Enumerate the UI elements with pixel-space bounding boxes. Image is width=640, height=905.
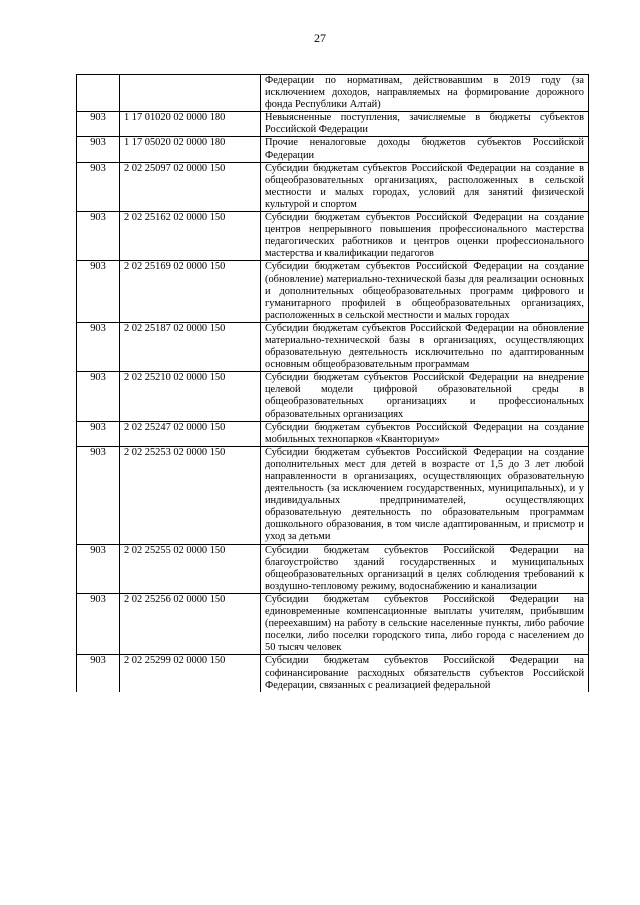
budget-classification-code-cell: 2 02 25162 02 0000 150 [120,212,261,261]
admin-code-cell: 903 [77,655,120,692]
table-row [77,261,589,322]
admin-code-cell: 903 [77,446,120,544]
admin-code-cell: 903 [77,593,120,654]
table-row [77,593,589,654]
revenue-name-cell: Субсидии бюджетам субъектов Российской Федерации на единовременные компенсационные выплаты учителям, прибывшим (переехавшим) на работу в сельские населенные пункты, либо рабочие поселки, либо поселки городского типа, либо города с населением до 50 тысяч человек [261,593,589,654]
admin-code-cell: 903 [77,162,120,211]
table-row [77,655,589,692]
budget-classification-code-cell: 1 17 01020 02 0000 180 [120,112,261,137]
budget-classification-code-cell: 2 02 25247 02 0000 150 [120,421,261,446]
revenue-name-cell: Субсидии бюджетам субъектов Российской Федерации на обновление материально-технической базы в организациях, осуществляющих образовательную деятельность исключительно по адаптированным основным общеобразовательным программам [261,322,589,371]
table-row [77,212,589,261]
admin-code-cell: 903 [77,544,120,593]
admin-code-cell: 903 [77,112,120,137]
budget-classification-code-cell: 2 02 25187 02 0000 150 [120,322,261,371]
revenue-name-cell: Невыясненные поступления, зачисляемые в бюджеты субъектов Российской Федерации [261,112,589,137]
budget-classification-code-cell: 1 17 05020 02 0000 180 [120,137,261,162]
table-row [77,544,589,593]
revenue-codes-table [76,74,589,692]
table-row [77,446,589,544]
admin-code-cell: 903 [77,137,120,162]
revenue-name-cell: Субсидии бюджетам субъектов Российской Федерации на внедрение целевой модели цифровой образовательной среды в общеобразовательных организациях и профессиональных образовательных организациях [261,372,589,421]
admin-code-cell: 903 [77,261,120,322]
revenue-name-cell: Субсидии бюджетам субъектов Российской Федерации на создание в общеобразовательных организациях, расположенных в сельской местности и малых городах, условий для занятий физической культурой и спортом [261,162,589,211]
revenue-name-cell: Субсидии бюджетам субъектов Российской Федерации на создание дополнительных мест для детей в возрасте от 1,5 до 3 лет любой направленности в организациях, осуществляющих образовательную деятельность (за исключением государственных, муниципальных), и у индивидуальных предпринимателей, осуществляющих образовательную деятельность по образовательным программам дошкольного образования, в том числе адаптированным, и присмотр и уход за детьми [261,446,589,544]
budget-classification-code-cell: 2 02 25255 02 0000 150 [120,544,261,593]
table-row [77,137,589,162]
revenue-name-cell: Субсидии бюджетам субъектов Российской Федерации на создание мобильных технопарков «Кванториум» [261,421,589,446]
table-row [77,421,589,446]
page-number: 27 [314,31,326,45]
admin-code-cell: 903 [77,421,120,446]
revenue-name-cell: Субсидии бюджетам субъектов Российской Федерации на создание (обновление) материально-технической базы для реализации основных и дополнительных общеобразовательных программ цифрового и гуманитарного профилей в общеобразовательных организациях, расположенных в сельской местности и малых городах [261,261,589,322]
admin-code-cell: 903 [77,212,120,261]
revenue-name-cell: Субсидии бюджетам субъектов Российской Федерации на создание центров непрерывного повышения профессионального мастерства педагогических работников и центров оценки профессионального мастерства и квалификации педагогов [261,212,589,261]
revenue-name-cell: Субсидии бюджетам субъектов Российской Федерации на софинансирование расходных обязательств субъектов Российской Федерации, связанных с реализацией федеральной [261,655,589,692]
revenue-name-cell: Субсидии бюджетам субъектов Российской Федерации на благоустройство зданий государственных и муниципальных общеобразовательных организаций в целях соблюдения требований к воздушно-тепловому режиму, водоснабжению и канализации [261,544,589,593]
budget-classification-code-cell: 2 02 25299 02 0000 150 [120,655,261,692]
budget-classification-code-cell: 2 02 25210 02 0000 150 [120,372,261,421]
table-row [77,75,589,112]
budget-classification-code-cell: 2 02 25253 02 0000 150 [120,446,261,544]
budget-classification-code-cell: 2 02 25169 02 0000 150 [120,261,261,322]
admin-code-cell: 903 [77,322,120,371]
admin-code-cell [77,75,120,112]
table-row [77,162,589,211]
budget-classification-code-cell: 2 02 25256 02 0000 150 [120,593,261,654]
budget-classification-code-cell: 2 02 25097 02 0000 150 [120,162,261,211]
table-body [77,75,589,692]
budget-classification-code-cell [120,75,261,112]
revenue-name-cell: Федерации по нормативам, действовавшим в 2019 году (за исключением доходов, направляемых на формирование дорожного фонда Республики Алтай) [261,75,589,112]
table-row [77,372,589,421]
table-row [77,322,589,371]
admin-code-cell: 903 [77,372,120,421]
revenue-name-cell: Прочие неналоговые доходы бюджетов субъектов Российской Федерации [261,137,589,162]
table-row [77,112,589,137]
